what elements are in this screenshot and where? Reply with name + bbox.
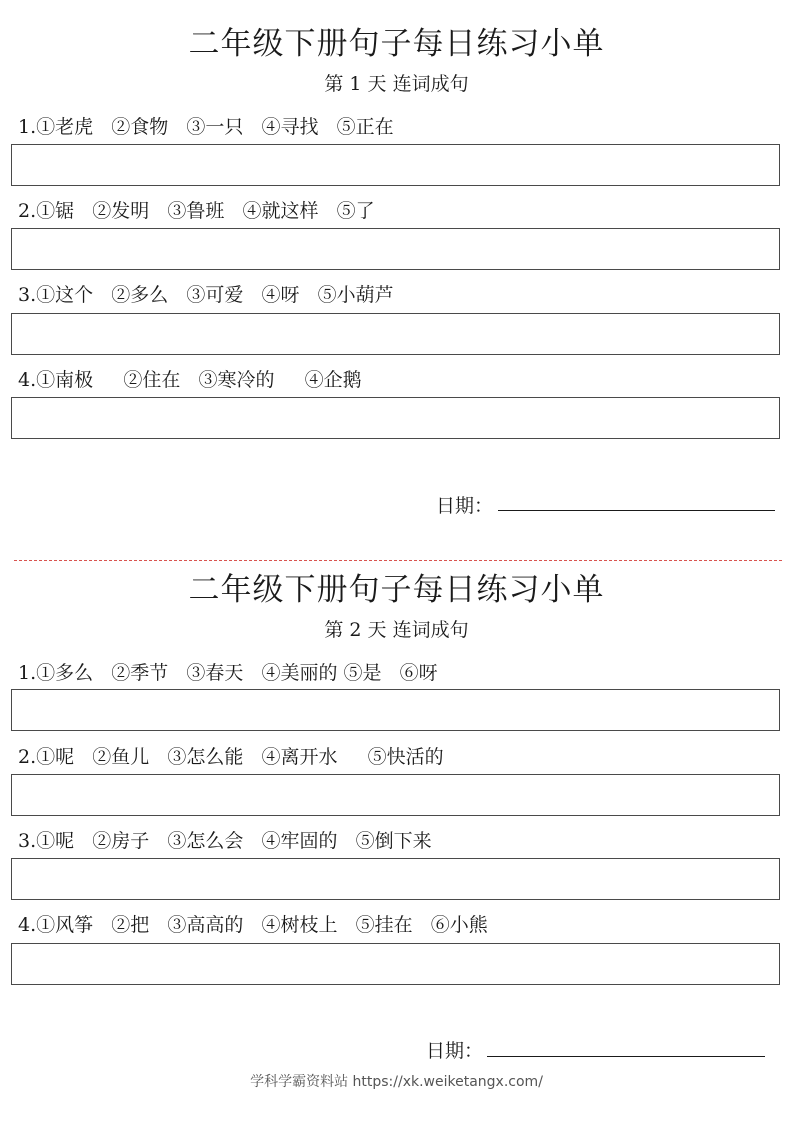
question-4-prompt: 4.①风筝 ②把 ③高高的 ④树枝上 ⑤挂在 ⑥小熊	[18, 914, 488, 936]
question-2-prompt: 2.①呢 ②鱼儿 ③怎么能 ④离开水 ⑤快活的	[18, 746, 444, 768]
cut-divider	[14, 560, 782, 561]
page-title: 二年级下册句子每日练习小单	[188, 26, 605, 62]
question-3-prompt: 3.①呢 ②房子 ③怎么会 ④牢固的 ⑤倒下来	[18, 830, 432, 852]
question-4-answer-box[interactable]	[11, 397, 780, 439]
question-4-answer-box[interactable]	[11, 943, 780, 985]
date-line[interactable]	[487, 1056, 765, 1057]
footer-watermark: 学科学霸资料站 https://xk.weiketangx.com/	[250, 1074, 543, 1090]
question-3-prompt: 3.①这个 ②多么 ③可爱 ④呀 ⑤小葫芦	[18, 284, 394, 306]
question-1-prompt: 1.①多么 ②季节 ③春天 ④美丽的 ⑤是 ⑥呀	[18, 662, 438, 684]
date-label: 日期：	[436, 495, 494, 517]
date-label: 日期：	[426, 1040, 484, 1062]
question-1-answer-box[interactable]	[11, 144, 780, 186]
question-2-prompt: 2.①锯 ②发明 ③鲁班 ④就这样 ⑤了	[18, 200, 375, 222]
day-subtitle: 第 2 天 连词成句	[324, 619, 469, 641]
question-3-answer-box[interactable]	[11, 858, 780, 900]
question-2-answer-box[interactable]	[11, 228, 780, 270]
date-line[interactable]	[498, 510, 775, 511]
question-1-prompt: 1.①老虎 ②食物 ③一只 ④寻找 ⑤正在	[18, 116, 394, 138]
question-4-prompt: 4.①南极 ②住在 ③寒冷的 ④企鹅	[18, 369, 362, 391]
question-3-answer-box[interactable]	[11, 313, 780, 355]
day-subtitle: 第 1 天 连词成句	[324, 73, 469, 95]
page-title: 二年级下册句子每日练习小单	[188, 572, 605, 608]
question-1-answer-box[interactable]	[11, 689, 780, 731]
question-2-answer-box[interactable]	[11, 774, 780, 816]
